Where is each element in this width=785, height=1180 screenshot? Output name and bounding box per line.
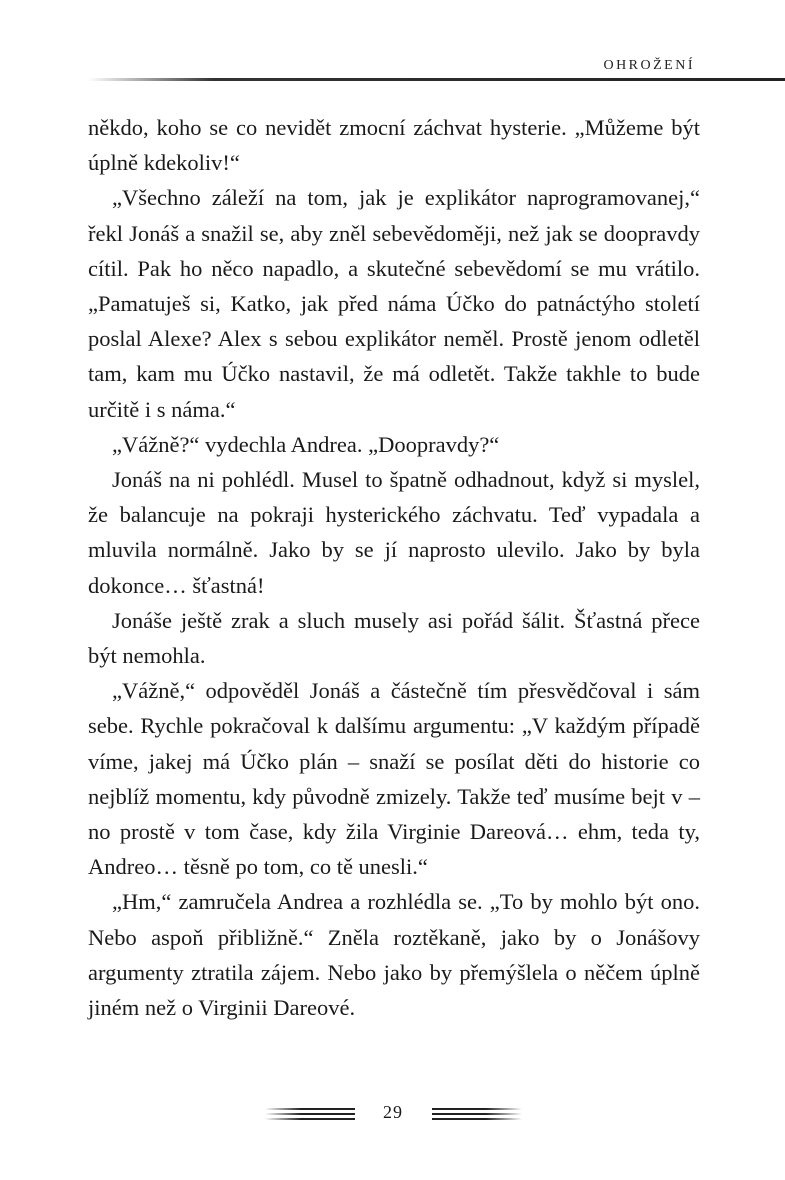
folio-ornament-right [432, 1108, 522, 1122]
paragraph: někdo, koho se co nevidět zmocní záchvat hysterie. „Můžeme být úplně kdekoliv!“ [88, 115, 700, 176]
paragraph: „Vážně,“ odpověděl Jonáš a částečně tím přesvědčoval i sám sebe. Rychle pokračoval k dalšímu argumentu: „V každým případě víme, jakej má Účko plán – snaží se posílat děti do historie co nejblíž momentu, kdy původně zmizely. Takže teď musíme bejt v – no prostě v tom čase, kdy žila Virginie Dareová… ehm, teda ty, Andreo… těsně po tom, co tě unesli.“ [88, 678, 700, 880]
running-head: OHROŽENÍ [603, 58, 695, 73]
page-number: 29 [383, 1102, 403, 1122]
body-text [88, 110, 700, 1025]
paragraph: „Všechno záleží na tom, jak je explikátor naprogramovanej,“ řekl Jonáš a snažil se, aby zněl sebevědoměji, než jak se doopravdy cítil. Pak ho něco napadlo, a skutečné sebevědomí se mu vrátilo. „Pamatuješ si, Katko, jak před náma Účko do patnáctýho století poslal Alexe? Alex s sebou explikátor neměl. Prostě jenom odletěl tam, kam mu Účko nastavil, že má odletět. Takže takhle to bude určitě i s náma.“ [88, 185, 700, 422]
paragraph: Jonáše ještě zrak a sluch musely asi pořád šálit. Šťastná přece být nemohla. [88, 607, 700, 669]
folio-ornament-left [265, 1108, 355, 1122]
paragraph: „Hm,“ zamručela Andrea a rozhlédla se. „To by mohlo být ono. Nebo aspoň přibližně.“ Zněla roztěkaně, jako by o Jonášovy argumenty ztratila zájem. Nebo jako by přemýšlela o něčem úplně jiném než o Virginii Dareové. [88, 889, 700, 1021]
header-rule [88, 78, 785, 81]
page-footer [0, 1100, 785, 1130]
paragraph: „Vážně?“ vydechla Andrea. „Doopravdy?“ [112, 431, 500, 457]
paragraph: Jonáš na ni pohlédl. Musel to špatně odhadnout, když si myslel, že balancuje na pokraji hysterického záchvatu. Teď vypadala a mluvila normálně. Jako by se jí naprosto ulevilo. Jako by byla dokonce… šťastná! [88, 467, 700, 598]
